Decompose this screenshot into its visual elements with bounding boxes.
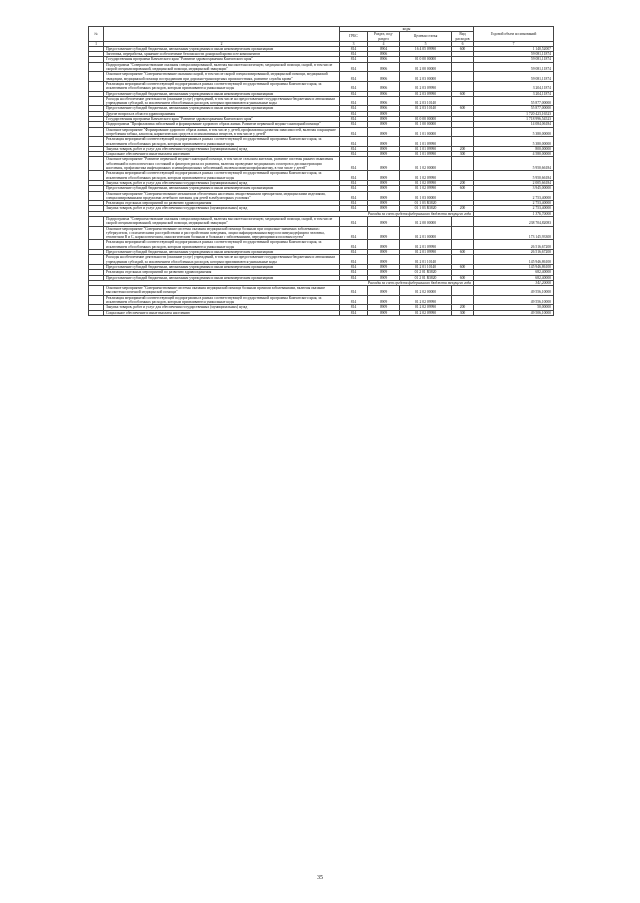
- row-target-cell: 01 2 01 09990: [400, 240, 452, 250]
- row-name-cell: Государственная программа Камчатского края "Развитие здравоохранения Камчатского края": [104, 57, 340, 62]
- row-section-cell: 0906: [368, 62, 400, 72]
- row-num-cell: [89, 171, 104, 181]
- row-target-cell: 01 2 03 10140: [400, 106, 452, 111]
- row-num-cell: [89, 295, 104, 305]
- row-amount-cell: 238 704,82083: [474, 216, 554, 226]
- row-num-cell: [89, 157, 104, 171]
- row-amount-cell: 14 084,06184: [474, 122, 554, 127]
- row-section-cell: 0909: [368, 191, 400, 201]
- row-amount-cell: 59 081,11874: [474, 62, 554, 72]
- row-grbs-cell: 814: [340, 226, 368, 240]
- row-target-cell: 01 1 01 00000: [400, 127, 452, 137]
- row-amount-cell: 5 380,00000: [474, 127, 554, 137]
- row-target-cell: 01 1 00 00000: [400, 122, 452, 127]
- col-target-header: Целевая статья: [400, 32, 452, 42]
- row-target-cell: 01 2 01 00000: [400, 226, 452, 240]
- row-num-cell: [89, 96, 104, 106]
- row-section-cell: 0909: [368, 180, 400, 185]
- row-amount-cell: 49 556,10000: [474, 286, 554, 296]
- col-index: 5: [400, 41, 452, 46]
- col-index: 1: [89, 41, 104, 46]
- row-target-cell: 01 1 03 R3820: [400, 206, 452, 211]
- row-name-cell: Основное мероприятие "Совершенствование системы оказания медицинской помощи больным прочими заболеваниями, включая оказание высокотехнологичной медицинской помощи": [104, 286, 340, 296]
- row-name-cell: Предоставление субсидий бюджетным, автономным учреждениям и иным некоммерческим организациям: [104, 264, 340, 269]
- row-kind-cell: [452, 240, 474, 250]
- row-section-cell: 0909: [368, 146, 400, 151]
- row-kind-cell: 600: [452, 106, 474, 111]
- row-amount-cell: 1 718 996,54523: [474, 117, 554, 122]
- row-name-cell: Предоставление субсидий бюджетным, автономным учреждениям и иным некоммерческим организациям: [104, 186, 340, 191]
- row-target-cell: 01 2 03 09990: [400, 91, 452, 96]
- row-grbs-cell: 814: [340, 275, 368, 280]
- row-kind-cell: [452, 295, 474, 305]
- note-text: Расходы за счет средств федерального бюджета текущего года: [104, 211, 474, 216]
- row-grbs-cell: 814: [340, 157, 368, 171]
- row-target-cell: 01 0 00 00000: [400, 117, 452, 122]
- row-name-cell: Основное мероприятие "Совершенствование оказания скорой, в том числе скорой специализированной, медицинской помощи, медицинской эвакуации, медицинской помощи пострадавшим при дорожно-транспортных происшествиях, развитие службы крови": [104, 72, 340, 82]
- row-name-cell: Предоставление субсидий бюджетным, автономным учреждениям и иным некоммерческим организациям: [104, 275, 340, 280]
- note-text: Расходы за счет средств федерального бюджета текущего года: [104, 280, 474, 285]
- row-amount-cell: 55 877,00000: [474, 106, 554, 111]
- row-num-cell: [89, 255, 104, 265]
- row-name-cell: Предоставление субсидий бюджетным, автономным учреждениям и иным некоммерческим организациям: [104, 250, 340, 255]
- row-name-cell: Расходы на обеспечение деятельности (оказание услуг) учреждений, в том числе на предоставление государственным бюджетным и автономным учреждениям субсидий, за исключением обособленных расходов, которым присваиваются уникальные коды: [104, 96, 340, 106]
- row-amount-cell: 3 945,00000: [474, 186, 554, 191]
- row-grbs-cell: 814: [340, 295, 368, 305]
- row-section-cell: 0909: [368, 240, 400, 250]
- row-section-cell: 0909: [368, 226, 400, 240]
- row-section-cell: 0906: [368, 91, 400, 96]
- row-section-cell: 0909: [368, 186, 400, 191]
- row-section-cell: 0906: [368, 96, 400, 106]
- row-kind-cell: [452, 127, 474, 137]
- table-row: [89, 255, 554, 265]
- row-kind-cell: [452, 157, 474, 171]
- row-kind-cell: 600: [452, 46, 474, 51]
- row-name-cell: Закупка товаров, работ и услуг для обеспечения государственных (муниципальных) нужд: [104, 146, 340, 151]
- col-index: 4: [368, 41, 400, 46]
- page-number: 35: [317, 875, 323, 881]
- row-name-cell: Реализация мероприятий соответствующей подпрограммы в рамках соответствующей государственной программы Камчатского края, за исключением обособленных расходов, которым присваиваются уникальные коды: [104, 137, 340, 147]
- table-row: [89, 240, 554, 250]
- row-num-cell: [89, 240, 104, 250]
- row-name-cell: Предоставление субсидий бюджетным, автономным учреждениям и иным некоммерческим организациям: [104, 91, 340, 96]
- row-target-cell: 01 2 01 R3820: [400, 275, 452, 280]
- row-amount-cell: 50,00000: [474, 305, 554, 310]
- row-name-cell: Реализация отдельных мероприятий по развитию здравоохранения: [104, 270, 340, 275]
- table-row: [89, 157, 554, 171]
- row-amount-cell: 26 516,67200: [474, 240, 554, 250]
- row-section-cell: 0909: [368, 122, 400, 127]
- table-row: [89, 310, 554, 315]
- row-amount-cell: 3 204,11874: [474, 91, 554, 96]
- table-row: [89, 127, 554, 137]
- row-name-cell: Реализация мероприятий соответствующей подпрограммы в рамках соответствующей государственной программы Камчатского края, за исключением обособленных расходов, которым присваиваются уникальные коды: [104, 295, 340, 305]
- row-kind-cell: 600: [452, 186, 474, 191]
- row-kind-cell: [452, 226, 474, 240]
- row-name-cell: Подпрограмма "Совершенствование оказания специализированной, включая высокотехнологичную, медицинской помощи, скорой, в том числе скорой специализированной, медицинской помощи, медицинской эвакуации": [104, 62, 340, 72]
- row-name-cell: Социальное обеспечение и иные выплаты населению: [104, 152, 340, 157]
- row-amount-cell: 59 081,11874: [474, 52, 554, 57]
- row-kind-cell: [452, 216, 474, 226]
- row-kind-cell: 300: [452, 152, 474, 157]
- row-amount-cell: 2 005,66184: [474, 180, 554, 185]
- row-grbs-cell: 814: [340, 305, 368, 310]
- row-kind-cell: 200: [452, 180, 474, 185]
- row-grbs-cell: 814: [340, 216, 368, 226]
- row-amount-cell: 800,00000: [474, 146, 554, 151]
- table-row: [89, 81, 554, 91]
- row-target-cell: 01 1 01 09990: [400, 152, 452, 157]
- row-grbs-cell: 814: [340, 201, 368, 206]
- row-kind-cell: [452, 81, 474, 91]
- row-name-cell: Реализация мероприятий соответствующей подпрограммы в рамках соответствующей государственной программы Камчатского края, за исключением обособленных расходов, которым присваиваются уникальные коды: [104, 81, 340, 91]
- row-grbs-cell: 814: [340, 286, 368, 296]
- row-kind-cell: 600: [452, 275, 474, 280]
- row-target-cell: 01 2 03 10140: [400, 96, 452, 106]
- row-section-cell: 0906: [368, 106, 400, 111]
- col-num-header: №: [89, 27, 104, 42]
- table-row: [89, 171, 554, 181]
- row-num-cell: [89, 216, 104, 226]
- note-amount: 1 376,70000: [474, 211, 554, 216]
- row-section-cell: 0909: [368, 111, 400, 116]
- row-kind-cell: 200: [452, 305, 474, 310]
- col-index: 7: [474, 41, 554, 46]
- row-section-cell: 0909: [368, 305, 400, 310]
- row-target-cell: 01 1 03 R3820: [400, 201, 452, 206]
- row-grbs-cell: 814: [340, 96, 368, 106]
- row-target-cell: 01 2 01 10140: [400, 255, 452, 265]
- row-name-cell: Расходы на обеспечение деятельности (оказание услуг) учреждений, в том числе на предоставление государственным бюджетным и автономным учреждениям субсидий, за исключением обособленных расходов, которым присваиваются уникальные коды: [104, 255, 340, 265]
- row-grbs-cell: 814: [340, 250, 368, 255]
- row-grbs-cell: 814: [340, 127, 368, 137]
- row-section-cell: 0909: [368, 137, 400, 147]
- row-name-cell: Основное мероприятие "Совершенствование механизмов обеспечения населения лекарственными препаратами, медицинскими изделиями, специализированными продуктами лечебного питания для детей в амбулаторных условиях": [104, 191, 340, 201]
- row-kind-cell: [452, 72, 474, 82]
- row-section-cell: 0909: [368, 275, 400, 280]
- row-grbs-cell: 814: [340, 72, 368, 82]
- row-name-cell: Подпрограмма "Совершенствование оказания специализированной, включая высокотехнологичную, медицинской помощи, скорой, в том числе скорой специализированной, медицинской помощи, медицинской эвакуации": [104, 216, 340, 226]
- row-amount-cell: 145 946,86100: [474, 255, 554, 265]
- row-name-cell: Основное мероприятие "Формирование здорового образа жизни, в том числе у детей, профилактика развития зависимостей, включая сокращение потребления табака, алкоголя, наркотических средств и психоактивных веществ, в том числе у детей": [104, 127, 340, 137]
- row-name-cell: Государственная программа Камчатского края "Развитие здравоохранения Камчатского края": [104, 117, 340, 122]
- row-target-cell: 01 2 02 09990: [400, 295, 452, 305]
- col-name-header: [104, 27, 340, 42]
- row-amount-cell: 2 753,40000: [474, 201, 554, 206]
- row-target-cell: 01 2 02 09990: [400, 310, 452, 315]
- row-target-cell: 01 1 02 00000: [400, 157, 452, 171]
- row-grbs-cell: 814: [340, 122, 368, 127]
- row-section-cell: 0909: [368, 270, 400, 275]
- row-kind-cell: 600: [452, 91, 474, 96]
- row-target-cell: 01 2 03 00000: [400, 72, 452, 82]
- row-grbs-cell: 814: [340, 62, 368, 72]
- row-grbs-cell: 814: [340, 46, 368, 51]
- header-row-top: [89, 27, 554, 32]
- row-section-cell: 0909: [368, 206, 400, 211]
- row-grbs-cell: 814: [340, 270, 368, 275]
- table-row: [89, 72, 554, 82]
- row-amount-cell: 5 380,00000: [474, 137, 554, 147]
- col-index: 2: [104, 41, 340, 46]
- row-target-cell: 01 2 01 10140: [400, 264, 452, 269]
- row-section-cell: 0909: [368, 201, 400, 206]
- row-section-cell: 0909: [368, 216, 400, 226]
- col-grbs-header: ГРБС: [340, 32, 368, 42]
- row-grbs-cell: 814: [340, 106, 368, 111]
- row-amount-cell: 49 556,10000: [474, 295, 554, 305]
- row-num-cell: [89, 72, 104, 82]
- row-kind-cell: [452, 171, 474, 181]
- col-kind-header: Вид расходов: [452, 32, 474, 42]
- table-row: [89, 216, 554, 226]
- row-kind-cell: [452, 255, 474, 265]
- row-target-cell: 01 1 02 09990: [400, 180, 452, 185]
- row-grbs-cell: 814: [340, 117, 368, 122]
- row-section-cell: 0906: [368, 52, 400, 57]
- row-name-cell: Закупка товаров, работ и услуг для обеспечения государственных (муниципальных) нужд: [104, 206, 340, 211]
- row-target-cell: 01 1 02 09990: [400, 186, 452, 191]
- row-num-cell: [89, 137, 104, 147]
- row-target-cell: 01 1 01 09990: [400, 146, 452, 151]
- row-grbs-cell: 814: [340, 146, 368, 151]
- row-target-cell: 01 2 01 09990: [400, 250, 452, 255]
- row-num-cell: [89, 81, 104, 91]
- row-name-cell: Реализация отдельных мероприятий по развитию здравоохранения: [104, 201, 340, 206]
- col-codes-header: коды: [340, 27, 474, 32]
- row-amount-cell: 59 081,11874: [474, 57, 554, 62]
- row-name-cell: Реализация мероприятий соответствующей подпрограммы в рамках соответствующей государственной программы Камчатского края, за исключением обособленных расходов, которым присваиваются уникальные коды: [104, 171, 340, 181]
- row-section-cell: 0909: [368, 117, 400, 122]
- col-index: 3: [340, 41, 368, 46]
- row-section-cell: 0909: [368, 157, 400, 171]
- row-name-cell: Предоставление субсидий бюджетным, автономным учреждениям и иным некоммерческим организациям: [104, 46, 340, 51]
- row-name-cell: Подпрограмма "Профилактика заболеваний и формирование здорового образа жизни. Развитие первичной медико-санитарной помощи": [104, 122, 340, 127]
- budget-table: [88, 26, 554, 316]
- row-target-cell: 01 2 02 09990: [400, 305, 452, 310]
- row-num-cell: [89, 310, 104, 315]
- row-kind-cell: [452, 191, 474, 201]
- row-grbs-cell: 814: [340, 186, 368, 191]
- row-kind-cell: 200: [452, 206, 474, 211]
- table-row: [89, 191, 554, 201]
- row-amount-cell: 1 720 423,16523: [474, 111, 554, 116]
- row-section-cell: 0906: [368, 81, 400, 91]
- row-amount-cell: 2 753,40000: [474, 206, 554, 211]
- row-section-cell: 0909: [368, 127, 400, 137]
- row-grbs-cell: 814: [340, 111, 368, 116]
- row-grbs-cell: 814: [340, 255, 368, 265]
- table-row: [89, 295, 554, 305]
- row-grbs-cell: 814: [340, 137, 368, 147]
- row-amount-cell: 1 140,52007: [474, 46, 554, 51]
- row-target-cell: 01 1 03 00000: [400, 191, 452, 201]
- row-section-cell: 0909: [368, 295, 400, 305]
- row-kind-cell: [452, 62, 474, 72]
- row-name-cell: Другие вопросы в области здравоохранения: [104, 111, 340, 116]
- row-grbs-cell: 814: [340, 310, 368, 315]
- row-section-cell: 0909: [368, 152, 400, 157]
- row-amount-cell: 2 753,40000: [474, 191, 554, 201]
- row-amount-cell: 682,40000: [474, 275, 554, 280]
- row-amount-cell: 682,40000: [474, 270, 554, 275]
- table-row: [89, 62, 554, 72]
- row-amount-cell: 5 950,66184: [474, 157, 554, 171]
- row-kind-cell: [452, 137, 474, 147]
- row-num-cell: [89, 127, 104, 137]
- row-target-cell: 16 4 05 09990: [400, 46, 452, 51]
- table-row: [89, 96, 554, 106]
- row-grbs-cell: 814: [340, 171, 368, 181]
- row-amount-cell: 26 516,67200: [474, 250, 554, 255]
- row-name-cell: Предоставление субсидий бюджетным, автономным учреждениям и иным некоммерческим организациям: [104, 106, 340, 111]
- col-amount-header: Годовой объем ассигнований: [474, 27, 554, 42]
- row-section-cell: 0909: [368, 310, 400, 315]
- row-amount-cell: 5 950,66184: [474, 171, 554, 181]
- row-section-cell: 0909: [368, 286, 400, 296]
- row-num-cell: [89, 286, 104, 296]
- row-target-cell: 01 2 00 00000: [400, 62, 452, 72]
- row-name-cell: Закупка товаров, работ и услуг для обеспечения государственных (муниципальных) нужд: [104, 180, 340, 185]
- row-grbs-cell: 814: [340, 264, 368, 269]
- row-amount-cell: 4 580,00000: [474, 152, 554, 157]
- note-amount: 341,20000: [474, 280, 554, 285]
- row-grbs-cell: 814: [340, 240, 368, 250]
- row-grbs-cell: 814: [340, 206, 368, 211]
- row-amount-cell: 3 204,11874: [474, 81, 554, 91]
- row-kind-cell: [452, 96, 474, 106]
- row-name-cell: Реализация мероприятий соответствующей подпрограммы в рамках соответствующей государственной программы Камчатского края, за исключением обособленных расходов, которым присваиваются уникальные коды: [104, 240, 340, 250]
- row-kind-cell: 600: [452, 250, 474, 255]
- row-target-cell: 01 2 01 R3820: [400, 270, 452, 275]
- row-kind-cell: 600: [452, 264, 474, 269]
- table-row: [89, 226, 554, 240]
- row-name-cell: Закупка товаров, работ и услуг для обеспечения государственных (муниципальных) нужд: [104, 305, 340, 310]
- row-amount-cell: 173 145,93300: [474, 226, 554, 240]
- row-grbs-cell: 814: [340, 152, 368, 157]
- row-amount-cell: 49 506,10000: [474, 310, 554, 315]
- row-target-cell: 01 1 02 09990: [400, 171, 452, 181]
- row-section-cell: 0909: [368, 255, 400, 265]
- row-section-cell: 0909: [368, 264, 400, 269]
- row-section-cell: 0904: [368, 46, 400, 51]
- row-grbs-cell: 814: [340, 81, 368, 91]
- row-grbs-cell: 814: [340, 57, 368, 62]
- row-num-cell: [89, 191, 104, 201]
- row-kind-cell: 200: [452, 146, 474, 151]
- row-section-cell: 0909: [368, 171, 400, 181]
- col-section-header: Раздел, под-раздел: [368, 32, 400, 42]
- row-name-cell: Социальное обеспечение и иные выплаты населению: [104, 310, 340, 315]
- row-kind-cell: [452, 286, 474, 296]
- row-section-cell: 0906: [368, 72, 400, 82]
- row-grbs-cell: 814: [340, 52, 368, 57]
- col-index: 6: [452, 41, 474, 46]
- row-kind-cell: 300: [452, 310, 474, 315]
- row-name-cell: Основное мероприятие "Развитие первичной медико-санитарной помощи, в том числе сельским жителям, развитие системы раннего выявления заболеваний и патологических состояний и факторов риска их развития, включая проведение медицинских осмотров и диспансеризации населения, профилактика инфекционных и неинфекционных заболеваний, включая иммунопрофилактику, в том числе у детей": [104, 157, 340, 171]
- table-row: [89, 137, 554, 147]
- row-target-cell: 01 0 00 00000: [400, 57, 452, 62]
- row-target-cell: 01 2 02 00000: [400, 286, 452, 296]
- row-num-cell: [89, 62, 104, 72]
- row-num-cell: [89, 226, 104, 240]
- row-target-cell: 01 1 01 09990: [400, 137, 452, 147]
- row-grbs-cell: 814: [340, 191, 368, 201]
- row-target-cell: 01 2 03 09990: [400, 81, 452, 91]
- row-target-cell: 01 2 00 00000: [400, 216, 452, 226]
- row-amount-cell: 55 877,00000: [474, 96, 554, 106]
- row-grbs-cell: 814: [340, 180, 368, 185]
- row-amount-cell: 59 081,11874: [474, 72, 554, 82]
- row-amount-cell: 145 946,86100: [474, 264, 554, 269]
- table-body: [89, 46, 554, 315]
- row-section-cell: 0909: [368, 250, 400, 255]
- row-name-cell: Основное мероприятие "Совершенствование системы оказания медицинской помощи больным при социально-значимых заболеваниях: туберкулезом, с психическими расстройствами и расстройствами поведения, лицам инфицированным вирусом иммунодефицита человека, гепатитами В и С, наркологическим, онкологическим больным и больным с заболеваниями, передающимися половым путем": [104, 226, 340, 240]
- row-name-cell: Заготовка, переработка, хранение и обеспечение безопасности донорской крови и ее компонентов: [104, 52, 340, 57]
- row-section-cell: 0906: [368, 57, 400, 62]
- row-grbs-cell: 814: [340, 91, 368, 96]
- table-row: [89, 286, 554, 296]
